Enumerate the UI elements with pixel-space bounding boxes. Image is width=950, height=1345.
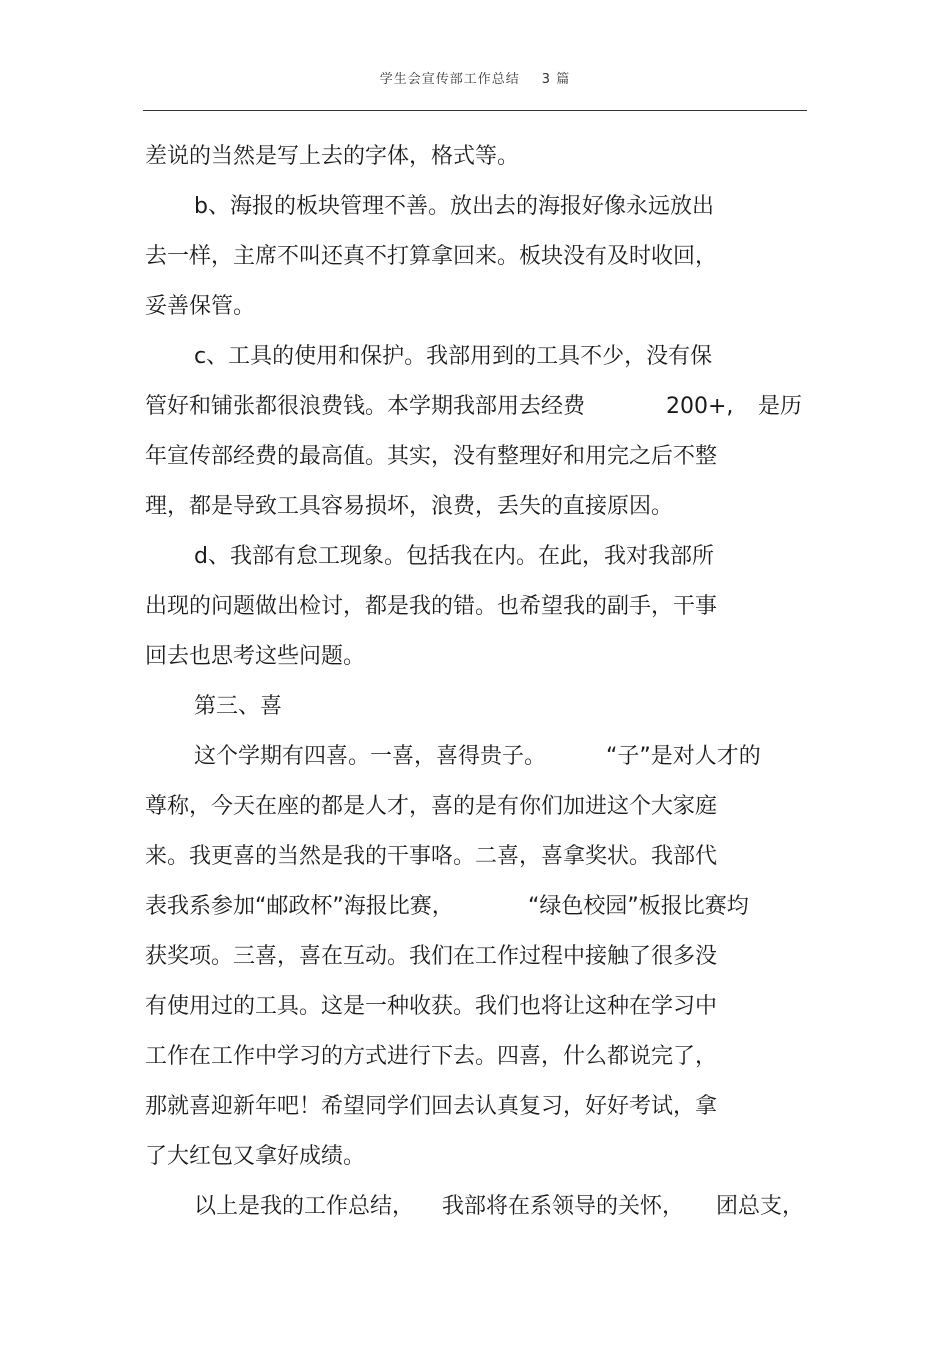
text-line: c、工具的使用和保护。我部用到的工具不少，没有保 — [194, 344, 713, 369]
text-segment: 是历 — [758, 394, 803, 419]
text-line: 出现的问题做出检讨，都是我的错。也希望我的副手，干事 — [145, 594, 718, 619]
text-line: 年宣传部经费的最高值。其实，没有整理好和用完之后不整 — [145, 444, 718, 469]
text-segment: 以上是我的工作总结， — [194, 1194, 415, 1219]
text-line: 尊称，今天在座的都是人才，喜的是有你们加进这个大家庭 — [145, 794, 718, 819]
text-segment: 表我系参加“邮政杯”海报比赛， — [145, 894, 454, 919]
text-segment: 200+, — [666, 394, 734, 419]
text-line: 工作在工作中学习的方式进行下去。四喜，什么都说完了， — [145, 1044, 718, 1069]
text-segment: “绿色校园”板报比赛均 — [528, 894, 749, 919]
text-line: d、我部有怠工现象。包括我在内。在此，我对我部所 — [194, 544, 714, 569]
page-header — [0, 68, 950, 87]
text-line: 妥善保管。 — [145, 294, 256, 319]
text-line: 有使用过的工具。这是一种收获。我们也将让这种在学习中 — [145, 994, 718, 1019]
text-segment: 管好和铺张都很浪费钱。本学期我部用去经费 — [145, 394, 586, 419]
section-heading: 第三、喜 — [194, 694, 283, 719]
text-line: 获奖项。三喜，喜在互动。我们在工作过程中接触了很多没 — [145, 944, 718, 969]
text-line: b、海报的板块管理不善。放出去的海报好像永远放出 — [194, 194, 714, 219]
text-segment: 这个学期有四喜。一喜，喜得贵子。 — [194, 744, 547, 769]
text-line: 了大红包又拿好成绩。 — [145, 1144, 366, 1169]
text-line: 理，都是导致工具容易损坏，浪费，丢失的直接原因。 — [145, 494, 674, 519]
text-line: 去一样，主席不叫还真不打算拿回来。板块没有及时收回， — [145, 244, 718, 269]
text-segment: 我部将在系领导的关怀， — [442, 1194, 685, 1219]
text-line: 来。我更喜的当然是我的干事咯。二喜，喜拿奖状。我部代 — [145, 844, 718, 869]
header-title: 学生会宣传部工作总结 — [379, 72, 520, 87]
header-divider — [143, 110, 807, 111]
text-line: 回去也思考这些问题。 — [145, 644, 366, 669]
text-line: 那就喜迎新年吧！希望同学们回去认真复习，好好考试，拿 — [145, 1094, 718, 1119]
header-count: 3 篇 — [541, 72, 571, 87]
text-segment: 团总支， — [716, 1194, 805, 1219]
text-line: 差说的当然是写上去的字体，格式等。 — [145, 144, 520, 169]
text-segment: “子”是对人才的 — [606, 744, 761, 769]
